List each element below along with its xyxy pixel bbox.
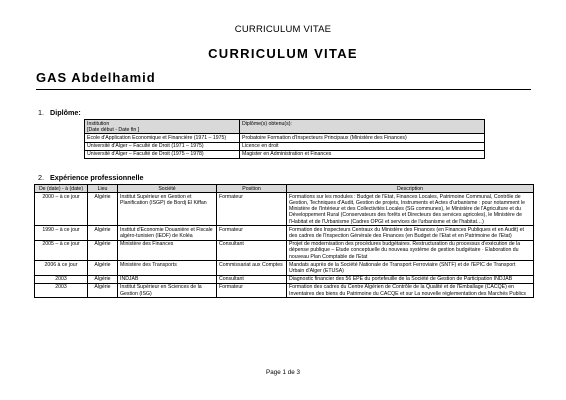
candidate-name: GAS Abdelhamid (36, 70, 156, 85)
header-text: Institution (87, 120, 110, 127)
table-cell: Commissariat aux Comptes (217, 261, 287, 275)
table-cell: 1990 – à ce jour (35, 226, 88, 240)
table-cell: Ecole d'Application Economique et Financière (1971 – 1975) (85, 134, 240, 142)
table-cell: 2006 à ce jour (35, 261, 88, 275)
section-number: 1. (38, 108, 44, 117)
table-cell: Consultant (217, 240, 287, 261)
section-title-diplome (38, 108, 81, 117)
table-row (35, 261, 534, 275)
table-cell: Algérie (88, 261, 118, 275)
table-cell: 2003 (35, 283, 88, 297)
experience-table (34, 184, 534, 298)
section-number: 2. (38, 173, 44, 182)
table-row (35, 283, 534, 297)
table-header-row (35, 185, 534, 193)
name-underline (36, 89, 531, 90)
table-cell: 2000 – à ce jour (35, 193, 88, 226)
table-cell: Formations sur les modules : Budget de l'Etat, Finances Locales, Patrimoine Communal, Contrôle de Gestion, Techniques d'Audit, Gestion de projets, Instruments et Actes d'urbanisme : pour notamment le Ministère de l'Intérieur et des Collectivités Locales (SG communes), le Ministère de l'Agriculture et du Développement Rural (Conservateurs des forêts et Directeurs des services agricoles), le Ministère de l'Habitat et de l'Urbanisme (Cadres OPGI et services de l'urbanisme et de l'habitat…) (287, 193, 534, 226)
page-footer: Page 1 de 3 (266, 369, 300, 376)
table-cell: Université d'Alger – Faculté de Droit (1975 – 1978) (85, 150, 240, 158)
table-row (85, 142, 485, 150)
table-cell: Formation des Inspecteurs Centraux du Ministère des Finances (en Finances Publiques et en Audit) et des cadres de l'Inspection Générale des Finances (en Budget de l'Etat et en Patrimoine de l'Etat) (287, 226, 534, 240)
table-cell: Institut d'Economie Douanière et Fiscale algéro-tunisien (IEDF) de Koléa (118, 226, 217, 240)
running-header: CURRICULUM VITAE (234, 24, 332, 35)
table-cell: Diagnostic financier des 56 EPE du portefeuille de la Société de Gestion de Participation INDJAB (287, 275, 534, 283)
table-cell: Licence en droit (240, 142, 485, 150)
table-cell: Formateur (217, 226, 287, 240)
table-cell: Algérie (88, 226, 118, 240)
table-cell: Consultant (217, 275, 287, 283)
section-label: Expérience professionnelle (50, 173, 144, 182)
table-header-cell: De (date) - à (date) (35, 185, 88, 193)
table-cell: Institut Supérieur en Gestion et Planification (ISGP) de Bordj El Kiffan (118, 193, 217, 226)
table-header-cell: Diplôme(s) obtenu(s): (240, 120, 485, 134)
table-cell: Formateur (217, 283, 287, 297)
table-cell: Magister en Administration et Finances (240, 150, 485, 158)
table-cell: Algérie (88, 240, 118, 261)
table-header-cell: Lieu (88, 185, 118, 193)
table-cell: Algérie (88, 193, 118, 226)
section-title-experience (38, 173, 143, 182)
document-title: CURRICULUM VITAE (208, 46, 358, 61)
table-row (85, 150, 485, 158)
table-header-cell: Position (217, 185, 287, 193)
table-header-row (85, 120, 485, 134)
table-cell: Université d'Alger – Faculté de Droit (1971 – 1975) (85, 142, 240, 150)
table-cell: Institut Supérieur en Sciences de la Gestion (ISG) (118, 283, 217, 297)
table-row (35, 275, 534, 283)
diploma-table (84, 119, 485, 159)
table-cell: 2005 – à ce jour (35, 240, 88, 261)
section-label: Diplôme: (50, 108, 81, 117)
table-cell: Mandats auprès de la Société Nationale de Transport Ferroviaire (SNTF) et de l'EPIC de Transport Urbain d'Alger (ETUSA) (287, 261, 534, 275)
table-cell: Formateur (217, 193, 287, 226)
table-cell: INDJAB (118, 275, 217, 283)
table-row (35, 193, 534, 226)
table-cell: Algérie (88, 283, 118, 297)
table-header-cell: Description (287, 185, 534, 193)
table-cell: Formation des cadres du Centre Algérien de Contrôle de la Qualité et de l'Emballage (CACQE) en Inventaires des biens du Patrimoine du CACQE et sur La nouvelle réglementation des Marchés Publics (287, 283, 534, 297)
table-cell: Probatoire Formation d'Inspecteurs Principaux (Ministère des Finances) (240, 134, 485, 142)
table-row (35, 240, 534, 261)
table-cell: Ministère des Transports (118, 261, 217, 275)
table-row (35, 226, 534, 240)
table-cell: 2003 (35, 275, 88, 283)
table-cell: Algérie (88, 275, 118, 283)
table-header-cell: Société (118, 185, 217, 193)
table-row (85, 134, 485, 142)
header-text: [Date début - Date fin ] (87, 126, 140, 133)
table-cell: Projet de modernisation des procédures budgétaires. Restructuration du processus d'exécution de la dépense publique – Etude conceptuelle du nouveau système de gestion budgétaire · Elaboration du nouveau Plan Comptable de l'Etat (287, 240, 534, 261)
table-header-cell (85, 120, 240, 134)
table-cell: Ministère des Finances (118, 240, 217, 261)
